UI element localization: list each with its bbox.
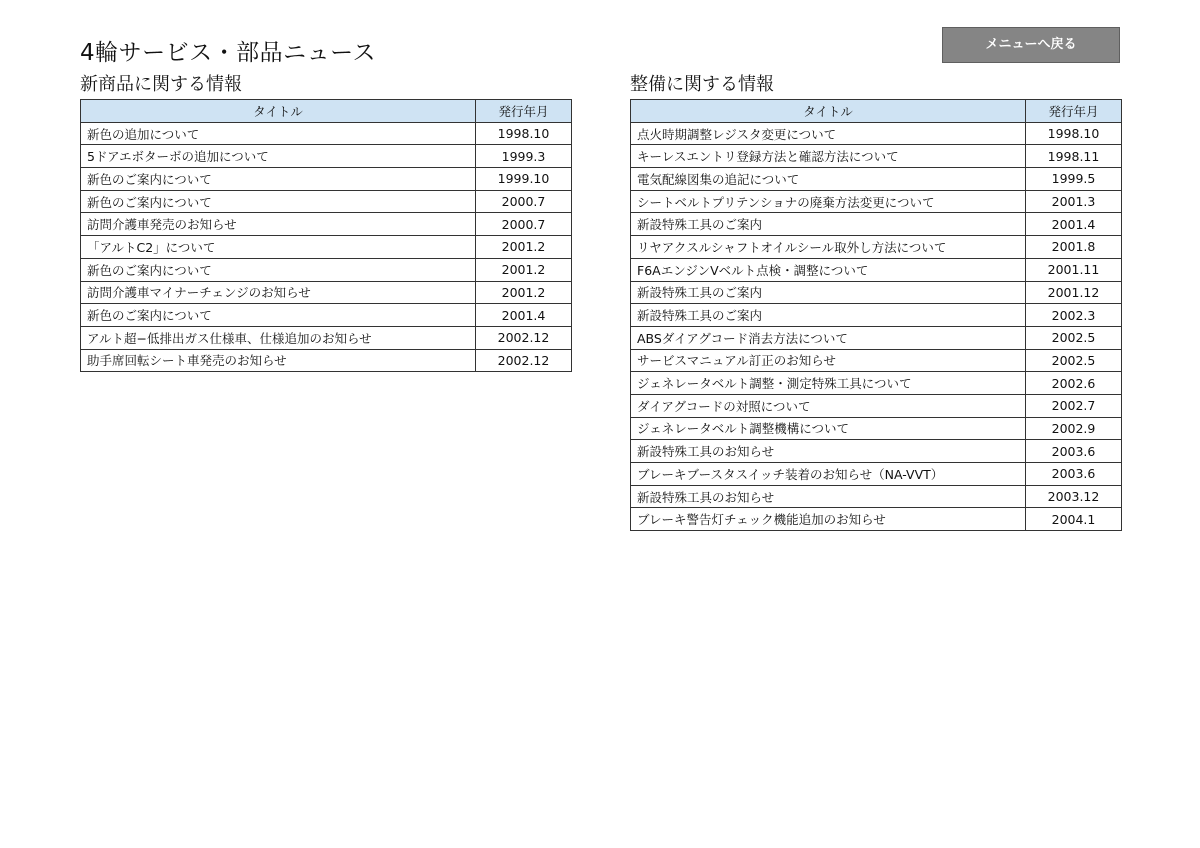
table-row[interactable] (81, 145, 572, 168)
news-title-link[interactable]: アルト超−低排出ガス仕様車、仕様追加のお知らせ (81, 326, 476, 349)
issue-date: 2000.7 (476, 213, 572, 236)
issue-date: 2002.12 (476, 326, 572, 349)
table-row[interactable] (631, 508, 1122, 531)
issue-date: 2002.5 (1026, 326, 1122, 349)
issue-date: 2001.2 (476, 236, 572, 259)
issue-date: 1999.5 (1026, 168, 1122, 191)
table-row[interactable] (81, 168, 572, 191)
table-header-row (631, 100, 1122, 123)
new-products-table (80, 99, 572, 372)
news-title-link[interactable]: 訪問介護車発売のお知らせ (81, 213, 476, 236)
table-row[interactable] (631, 281, 1122, 304)
issue-date: 2002.3 (1026, 304, 1122, 327)
news-title-link[interactable]: 新色のご案内について (81, 190, 476, 213)
back-to-menu-button[interactable]: メニューへ戻る (942, 27, 1120, 63)
table-row[interactable] (81, 304, 572, 327)
table-row[interactable] (81, 349, 572, 372)
news-title-link[interactable]: 新設特殊工具のご案内 (631, 213, 1026, 236)
table-row[interactable] (631, 145, 1122, 168)
issue-date: 2001.2 (476, 281, 572, 304)
maintenance-heading: 整備に関する情報 (630, 74, 774, 95)
table-row[interactable] (81, 190, 572, 213)
issue-date: 2002.7 (1026, 394, 1122, 417)
table-row[interactable] (631, 485, 1122, 508)
news-title-link[interactable]: キーレスエントリ登録方法と確認方法について (631, 145, 1026, 168)
table-row[interactable] (81, 122, 572, 145)
issue-date: 2002.6 (1026, 372, 1122, 395)
news-title-link[interactable]: 新設特殊工具のお知らせ (631, 440, 1026, 463)
table-row[interactable] (81, 326, 572, 349)
table-row[interactable] (81, 281, 572, 304)
news-title-link[interactable]: 訪問介護車マイナーチェンジのお知らせ (81, 281, 476, 304)
issue-date: 2003.6 (1026, 463, 1122, 486)
issue-date: 2001.4 (476, 304, 572, 327)
table-row[interactable] (631, 168, 1122, 191)
column-header-date: 発行年月 (1026, 100, 1122, 123)
table-row[interactable] (81, 258, 572, 281)
table-row[interactable] (631, 213, 1122, 236)
issue-date: 2000.7 (476, 190, 572, 213)
maintenance-section (630, 74, 1121, 531)
table-row[interactable] (631, 394, 1122, 417)
table-row[interactable] (631, 417, 1122, 440)
new-products-heading: 新商品に関する情報 (80, 74, 242, 95)
issue-date: 2001.8 (1026, 236, 1122, 259)
news-title-link[interactable]: 電気配線図集の追記について (631, 168, 1026, 191)
page-title: 4輪サービス・部品ニュース (80, 40, 376, 66)
table-row[interactable] (631, 190, 1122, 213)
news-title-link[interactable]: ブレーキブースタスイッチ装着のお知らせ（NA-VVT） (631, 463, 1026, 486)
maintenance-table-body (631, 122, 1122, 530)
news-title-link[interactable]: ジェネレータベルト調整・測定特殊工具について (631, 372, 1026, 395)
news-title-link[interactable]: 新色のご案内について (81, 258, 476, 281)
table-row[interactable] (631, 236, 1122, 259)
news-title-link[interactable]: 新設特殊工具のお知らせ (631, 485, 1026, 508)
news-title-link[interactable]: 新設特殊工具のご案内 (631, 304, 1026, 327)
issue-date: 1998.11 (1026, 145, 1122, 168)
issue-date: 2002.9 (1026, 417, 1122, 440)
table-row[interactable] (631, 372, 1122, 395)
issue-date: 1999.3 (476, 145, 572, 168)
news-title-link[interactable]: 新色のご案内について (81, 168, 476, 191)
news-title-link[interactable]: ABSダイアグコード消去方法について (631, 326, 1026, 349)
news-title-link[interactable]: 新色の追加について (81, 122, 476, 145)
news-title-link[interactable]: ジェネレータベルト調整機構について (631, 417, 1026, 440)
issue-date: 2003.12 (1026, 485, 1122, 508)
table-row[interactable] (631, 440, 1122, 463)
issue-date: 2001.2 (476, 258, 572, 281)
issue-date: 2001.3 (1026, 190, 1122, 213)
table-row[interactable] (631, 122, 1122, 145)
maintenance-table (630, 99, 1122, 531)
table-row[interactable] (631, 349, 1122, 372)
news-title-link[interactable]: 5ドアエボターボの追加について (81, 145, 476, 168)
new-products-section (80, 74, 571, 372)
news-title-link[interactable]: リヤアクスルシャフトオイルシール取外し方法について (631, 236, 1026, 259)
column-header-title: タイトル (81, 100, 476, 123)
column-header-title: タイトル (631, 100, 1026, 123)
new-products-table-body (81, 122, 572, 372)
news-title-link[interactable]: 点火時期調整レジスタ変更について (631, 122, 1026, 145)
issue-date: 1998.10 (1026, 122, 1122, 145)
issue-date: 2004.1 (1026, 508, 1122, 531)
table-row[interactable] (631, 326, 1122, 349)
table-row[interactable] (631, 304, 1122, 327)
issue-date: 2001.4 (1026, 213, 1122, 236)
news-title-link[interactable]: 新設特殊工具のご案内 (631, 281, 1026, 304)
column-header-date: 発行年月 (476, 100, 572, 123)
news-title-link[interactable]: サービスマニュアル訂正のお知らせ (631, 349, 1026, 372)
news-title-link[interactable]: ダイアグコードの対照について (631, 394, 1026, 417)
table-row[interactable] (81, 236, 572, 259)
news-title-link[interactable]: 新色のご案内について (81, 304, 476, 327)
news-title-link[interactable]: 助手席回転シート車発売のお知らせ (81, 349, 476, 372)
issue-date: 1999.10 (476, 168, 572, 191)
table-row[interactable] (631, 463, 1122, 486)
issue-date: 2002.5 (1026, 349, 1122, 372)
news-title-link[interactable]: シートベルトプリテンショナの廃棄方法変更について (631, 190, 1026, 213)
table-header-row (81, 100, 572, 123)
issue-date: 2003.6 (1026, 440, 1122, 463)
news-title-link[interactable]: 「アルトC2」について (81, 236, 476, 259)
issue-date: 2001.11 (1026, 258, 1122, 281)
table-row[interactable] (631, 258, 1122, 281)
table-row[interactable] (81, 213, 572, 236)
news-title-link[interactable]: ブレーキ警告灯チェック機能追加のお知らせ (631, 508, 1026, 531)
issue-date: 1998.10 (476, 122, 572, 145)
issue-date: 2001.12 (1026, 281, 1122, 304)
news-title-link[interactable]: F6AエンジンVベルト点検・調整について (631, 258, 1026, 281)
issue-date: 2002.12 (476, 349, 572, 372)
